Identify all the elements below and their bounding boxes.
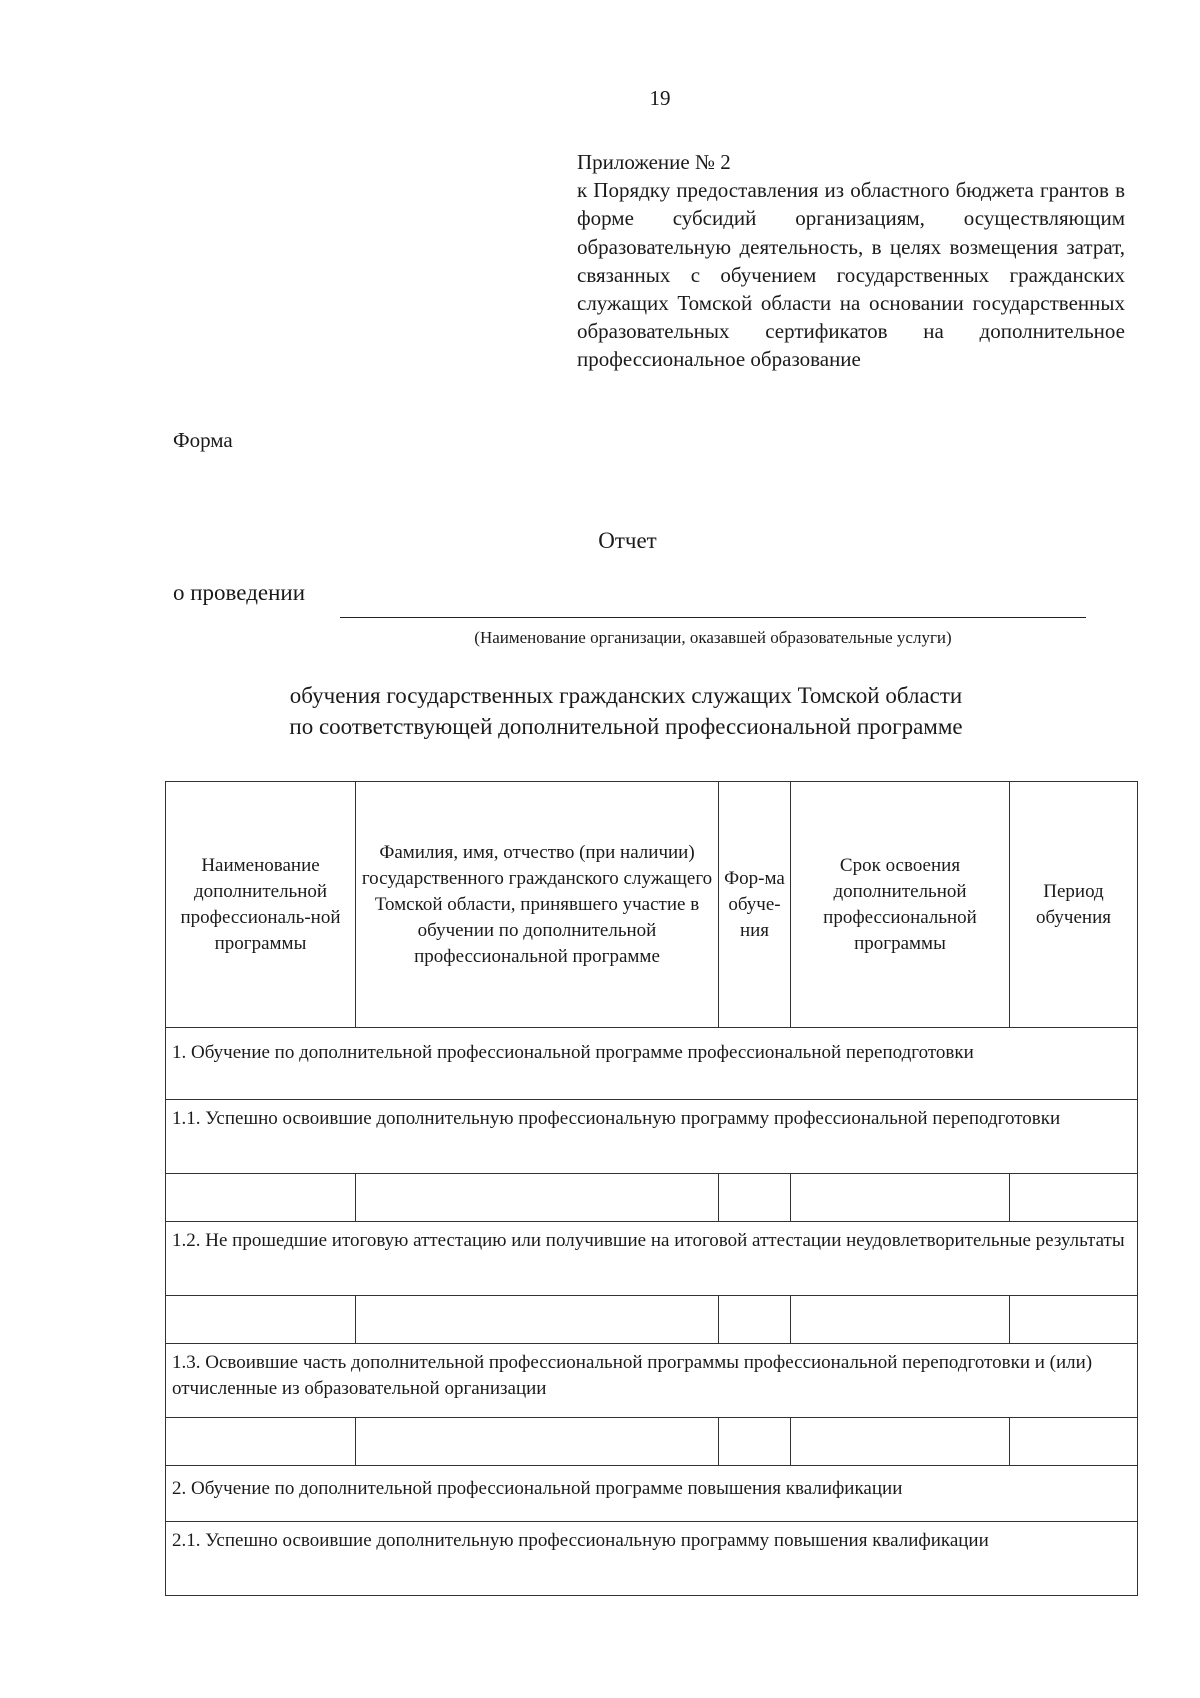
section-row bbox=[166, 1522, 1138, 1596]
empty-cell bbox=[791, 1418, 1010, 1466]
empty-cell bbox=[791, 1174, 1010, 1222]
empty-cell bbox=[166, 1418, 356, 1466]
page-number: 19 bbox=[649, 86, 671, 110]
report-table bbox=[165, 781, 1138, 1596]
empty-cell bbox=[719, 1418, 791, 1466]
empty-cell bbox=[719, 1174, 791, 1222]
section-2: 2. Обучение по дополнительной профессиональной программе повышения квалификации bbox=[166, 1466, 1138, 1522]
section-1-3: 1.3. Освоившие часть дополнительной профессиональной программы профессиональной переподготовки и (или) отчисленные из образовательной организации bbox=[166, 1344, 1138, 1418]
section-row bbox=[166, 1344, 1138, 1418]
section-1-2: 1.2. Не прошедшие итоговую аттестацию или получившие на итоговой аттестации неудовлетворительные результаты bbox=[166, 1222, 1138, 1296]
subtitle-line-1: обучения государственных гражданских служащих Томской области bbox=[289, 683, 963, 708]
empty-cell bbox=[356, 1418, 719, 1466]
header-program-duration: Срок освоения дополнительной профессиональной программы bbox=[791, 782, 1010, 1028]
empty-cell bbox=[356, 1296, 719, 1344]
held-prefix: о проведении bbox=[173, 580, 306, 605]
header-program-name: Наименование дополнительной профессиональ-ной программы bbox=[166, 782, 356, 1028]
empty-cell bbox=[1010, 1174, 1138, 1222]
empty-cell bbox=[791, 1296, 1010, 1344]
subtitle-line-2: по соответствующей дополнительной профессиональной программе bbox=[289, 714, 963, 739]
table-header-row bbox=[166, 782, 1138, 1028]
report-subtitle bbox=[160, 680, 1092, 742]
empty-cell bbox=[356, 1174, 719, 1222]
empty-data-row bbox=[166, 1174, 1138, 1222]
empty-cell bbox=[166, 1296, 356, 1344]
empty-data-row bbox=[166, 1418, 1138, 1466]
section-1: 1. Обучение по дополнительной профессиональной программе профессиональной переподготовки bbox=[166, 1028, 1138, 1100]
section-row bbox=[166, 1100, 1138, 1174]
section-1-1: 1.1. Успешно освоившие дополнительную профессиональную программу профессиональной переподготовки bbox=[166, 1100, 1138, 1174]
header-employee-name: Фамилия, имя, отчество (при наличии) государственного гражданского служащего Томской области, принявшего участие в обучении по дополнительной профессиональной программе bbox=[356, 782, 719, 1028]
empty-cell bbox=[166, 1174, 356, 1222]
header-study-period: Период обучения bbox=[1010, 782, 1138, 1028]
form-label: Форма bbox=[173, 428, 233, 452]
annex-block bbox=[577, 148, 1125, 374]
section-row bbox=[166, 1028, 1138, 1100]
header-study-form: Фор-ма обуче-ния bbox=[719, 782, 791, 1028]
section-row bbox=[166, 1466, 1138, 1522]
annex-text: к Порядку предоставления из областного бюджета грантов в форме субсидий организациям, осуществляющим образовательную деятельность, в целях возмещения затрат, связанных с обучением государственных гражданских служащих Томской области на основании государственных образовательных сертификатов на дополнительное профессиональное образование bbox=[577, 178, 1125, 372]
empty-cell bbox=[719, 1296, 791, 1344]
section-row bbox=[166, 1222, 1138, 1296]
organization-name-hint: (Наименование организации, оказавшей образовательные услуги) bbox=[474, 628, 952, 647]
empty-cell bbox=[1010, 1418, 1138, 1466]
section-2-1: 2.1. Успешно освоившие дополнительную профессиональную программу повышения квалификации bbox=[166, 1522, 1138, 1596]
empty-data-row bbox=[166, 1296, 1138, 1344]
report-title: Отчет bbox=[598, 528, 657, 553]
annex-title: Приложение № 2 bbox=[577, 150, 731, 174]
empty-cell bbox=[1010, 1296, 1138, 1344]
organization-name-blank bbox=[340, 617, 1086, 618]
